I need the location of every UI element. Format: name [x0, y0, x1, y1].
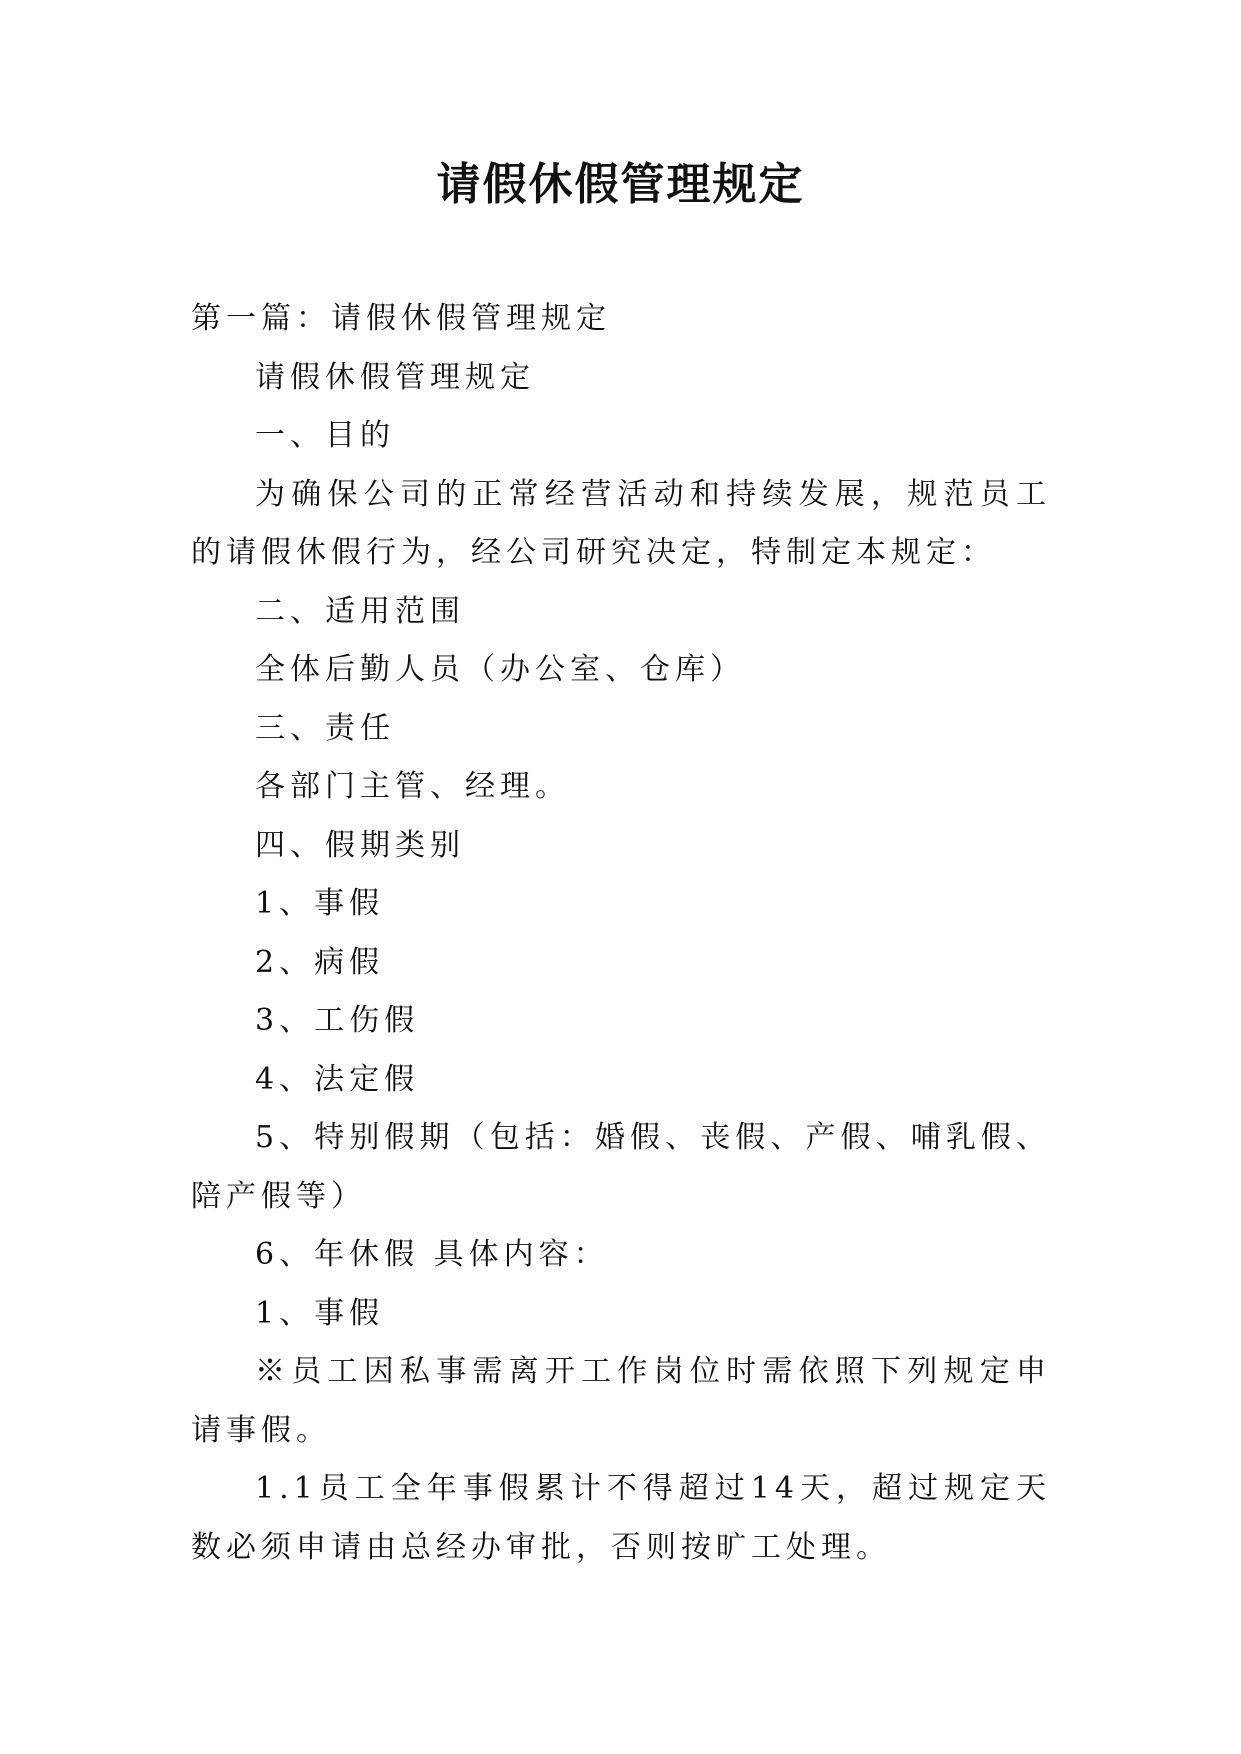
paragraph-leave-type: 4、法定假: [255, 1061, 420, 1097]
paragraph-section-purpose: 一、目的: [255, 418, 395, 453]
paragraph-personal-leave-note: ※员工因私事需离开工作岗位时需依照下列规定申请事假。: [191, 1354, 1051, 1448]
document-title: 请假休假管理规定: [436, 159, 805, 210]
paragraph-section-responsibility: 三、责任: [255, 710, 395, 746]
paragraph-leave-type: 3、工伤假: [255, 1003, 420, 1038]
paragraph-personal-leave-heading: 1、事假: [255, 1295, 385, 1331]
paragraph-purpose-text: 为确保公司的正常经营活动和持续发展，规范员工的请假休假行为，经公司研究决定，特制定本规定：: [191, 476, 1051, 570]
paragraph-responsibility-text: 各部门主管、经理。: [255, 769, 570, 804]
document-body: [191, 290, 1051, 1577]
paragraph-leave-type: 5、特别假期（包括：婚假、丧假、产假、哺乳假、陪产假等）: [191, 1120, 1051, 1214]
paragraph-chapter-heading: 第一篇：请假休假管理规定: [191, 301, 611, 336]
paragraph-leave-type: 6、年休假 具体内容：: [255, 1237, 609, 1272]
paragraph-scope-text: 全体后勤人员（办公室、仓库）: [255, 652, 745, 687]
paragraph-personal-leave-rule: 1.1员工全年事假累计不得超过14天，超过规定天数必须申请由总经办审批，否则按旷工处理。: [191, 1471, 1051, 1565]
paragraph-section-leave-types: 四、假期类别: [255, 827, 465, 863]
paragraph-leave-type: 1、事假: [255, 886, 385, 921]
paragraph-section-scope: 二、适用范围: [255, 593, 465, 629]
paragraph-leave-type: 2、病假: [255, 944, 385, 980]
paragraph-subtitle: 请假休假管理规定: [255, 359, 535, 395]
